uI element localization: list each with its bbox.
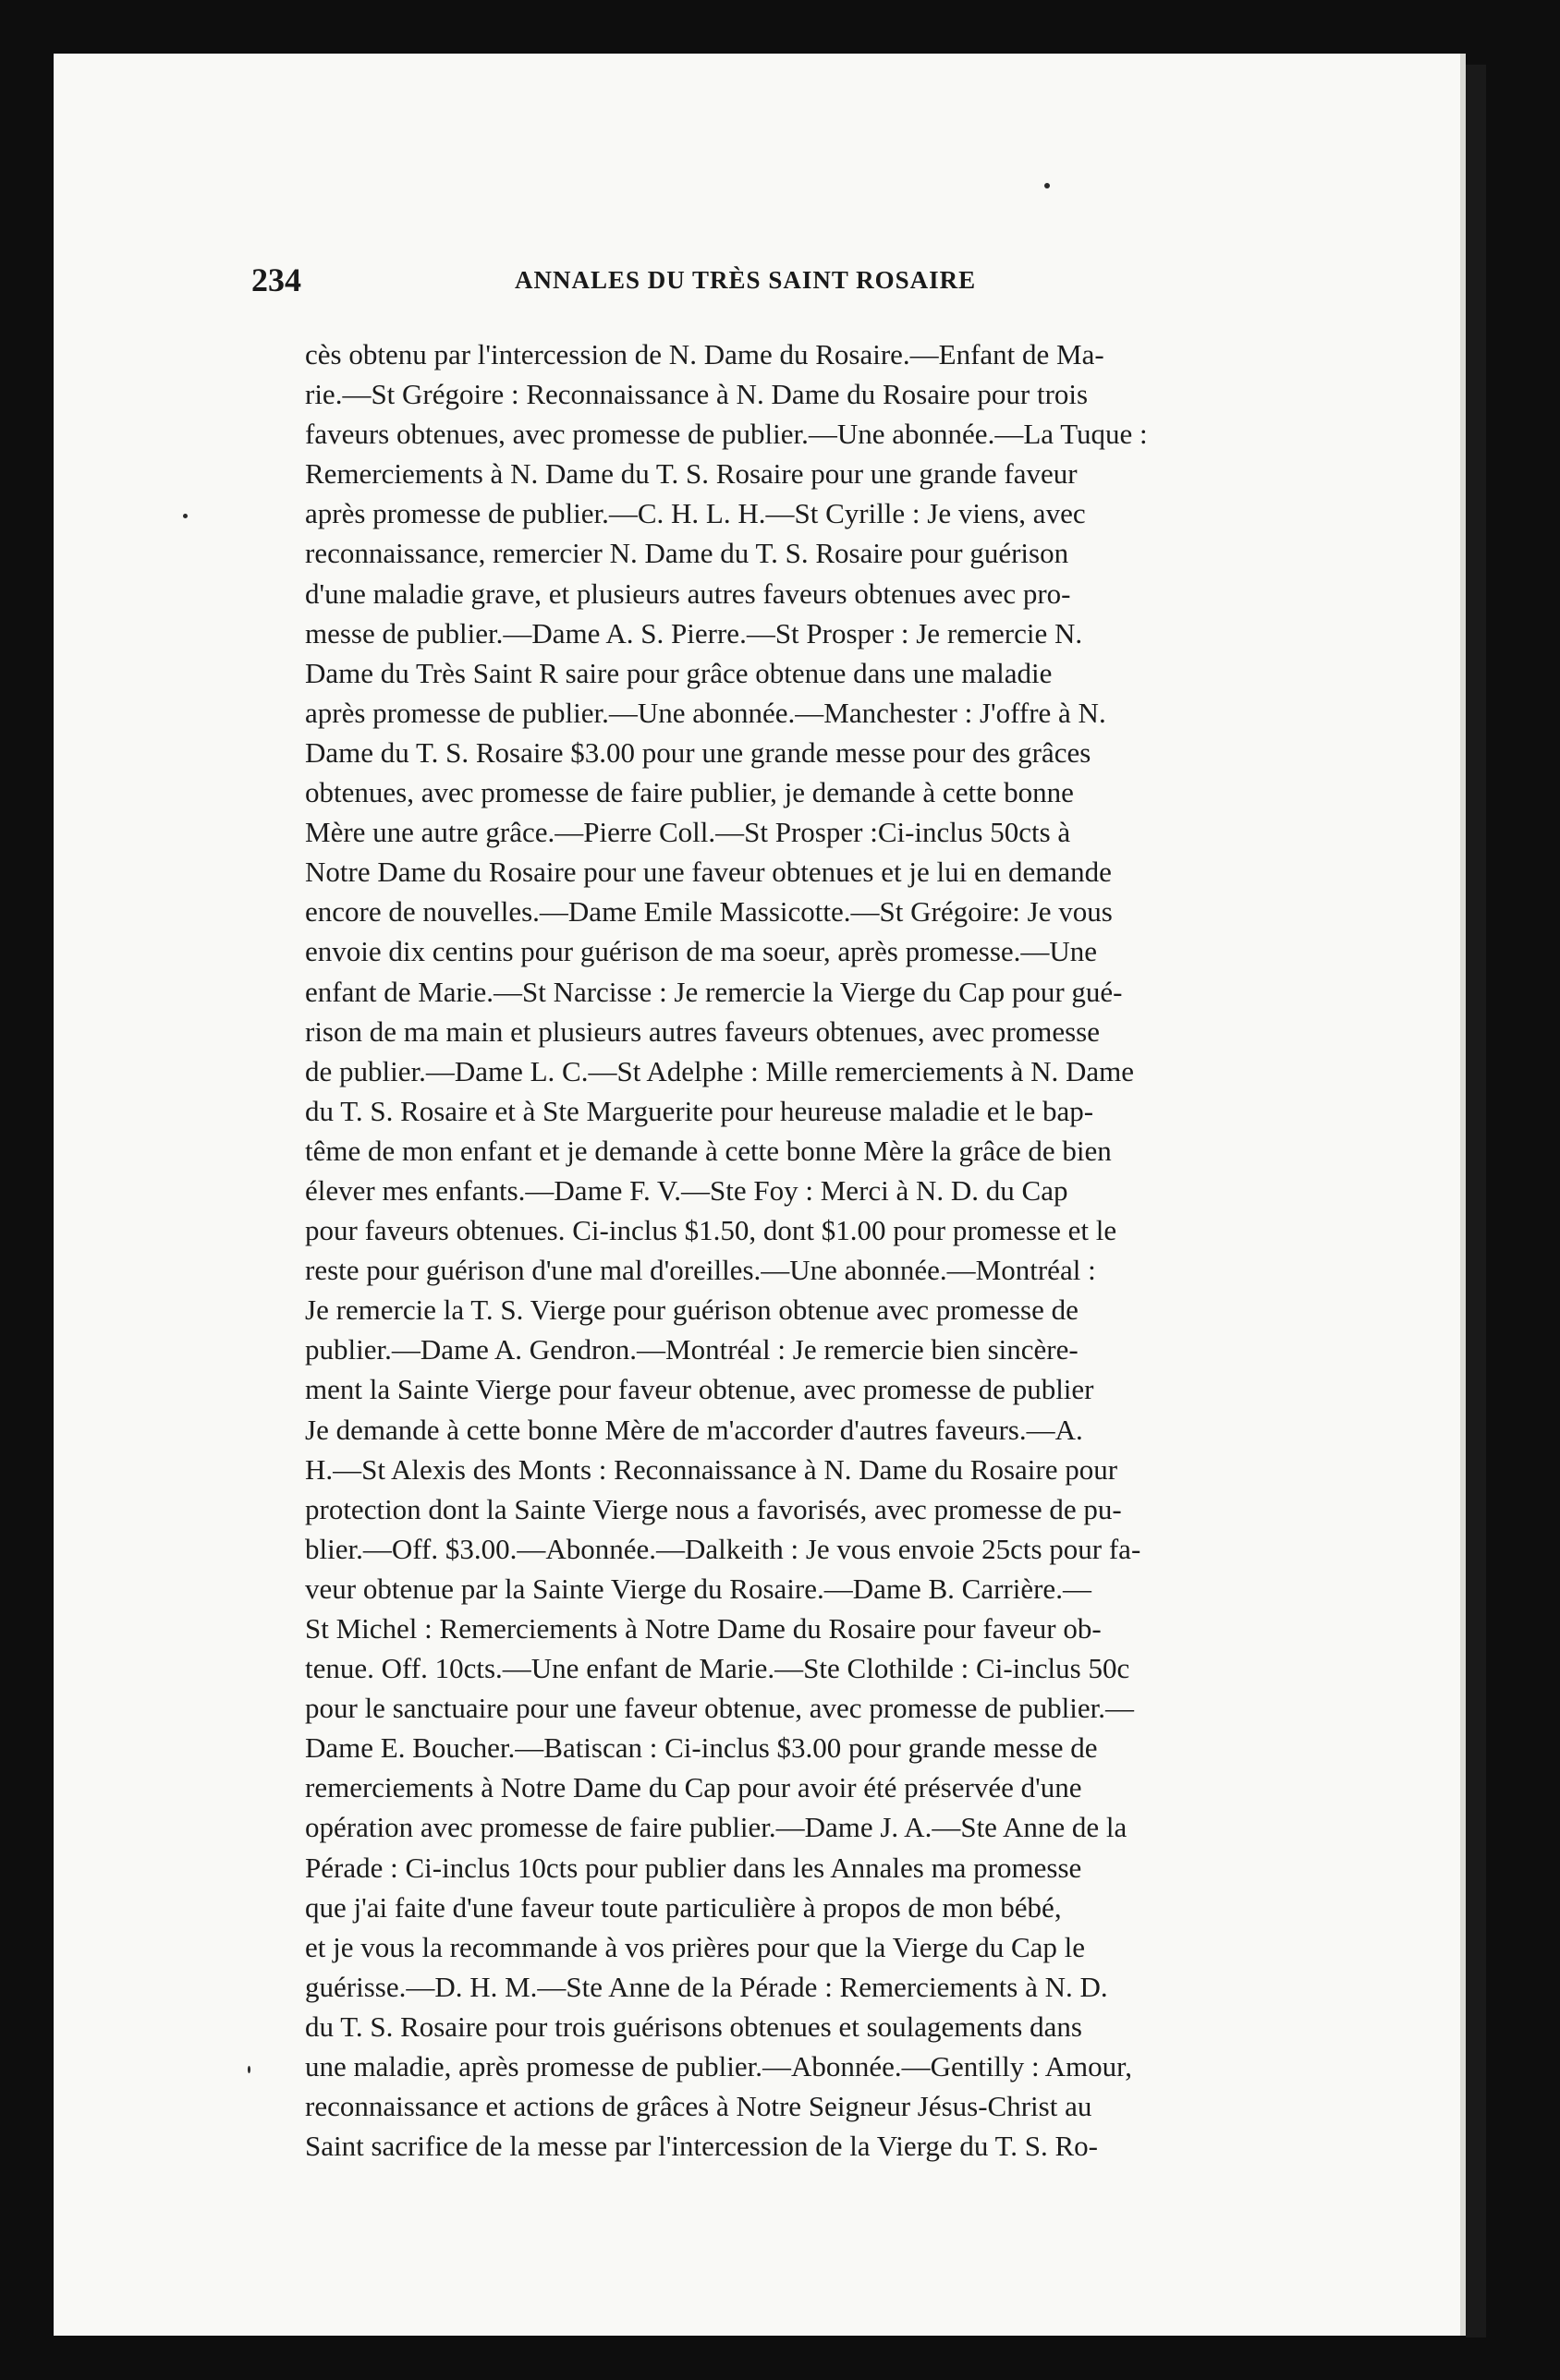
text-line: publier.—Dame A. Gendron.—Montréal : Je remercie bien sincère- [305,1333,1079,1366]
text-line: messe de publier.—Dame A. S. Pierre.—St Prosper : Je remercie N. [305,616,1083,650]
text-line: Dame E. Boucher.—Batiscan : Ci-inclus $3.00 pour grande messe de [305,1731,1098,1765]
text-line: Remerciements à N. Dame du T. S. Rosaire pour une grande faveur [305,457,1078,491]
text-line: encore de nouvelles.—Dame Emile Massicotte.—St Grégoire: Je vous [305,895,1113,929]
text-line: Dame du Très Saint R saire pour grâce obtenue dans une maladie [305,656,1053,689]
text-line: reconnaissance, remercier N. Dame du T. S. Rosaire pour guérison [305,537,1069,570]
text-line: après promesse de publier.—Une abonnée.—Manchester : J'offre à N. [305,696,1106,729]
text-line: guérisse.—D. H. M.—Ste Anne de la Pérade : Remerciements à N. D. [305,1970,1108,2003]
text-line: remerciements à Notre Dame du Cap pour avoir été préservée d'une [305,1771,1082,1804]
text-line: et je vous la recommande à vos prières pour que la Vierge du Cap le [305,1930,1086,1963]
text-line: reconnaissance et actions de grâces à Notre Seigneur Jésus-Christ au [305,2090,1092,2123]
text-line: obtenues, avec promesse de faire publier, je demande à cette bonne [305,776,1074,809]
text-line: Dame du T. S. Rosaire $3.00 pour une grande messe pour des grâces [305,735,1091,769]
text-line: Pérade : Ci-inclus 10cts pour publier dans les Annales ma promesse [305,1851,1082,1884]
text-line: reste pour guérison d'une mal d'oreilles.—Une abonnée.—Montréal : [305,1254,1096,1287]
text-line: Je demande à cette bonne Mère de m'accorder d'autres faveurs.—A. [305,1413,1083,1446]
text-line: après promesse de publier.—C. H. L. H.—St Cyrille : Je viens, avec [305,497,1086,530]
text-line: Notre Dame du Rosaire pour une faveur obtenues et je lui en demande [305,856,1112,889]
text-line: H.—St Alexis des Monts : Reconnaissance à N. Dame du Rosaire pour [305,1452,1118,1486]
text-line: d'une maladie grave, et plusieurs autres faveurs obtenues avec pro- [305,577,1071,610]
page-number: 234 [251,261,301,298]
text-line: rison de ma main et plusieurs autres faveurs obtenues, avec promesse [305,1014,1100,1048]
running-title: ANNALES DU TRÈS SAINT ROSAIRE [515,266,977,294]
next-page-edge [1466,65,1486,2338]
text-line: pour le sanctuaire pour une faveur obtenue, avec promesse de publier.— [305,1692,1134,1725]
text-line: tême de mon enfant et je demande à cette bonne Mère la grâce de bien [305,1134,1112,1167]
text-line: veur obtenue par la Sainte Vierge du Rosaire.—Dame B. Carrière.— [305,1572,1091,1605]
text-line: pour faveurs obtenues. Ci-inclus $1.50, dont $1.00 pour promesse et le [305,1214,1117,1247]
text-line: blier.—Off. $3.00.—Abonnée.—Dalkeith : Je vous envoie 25cts pour fa- [305,1532,1141,1565]
text-line: protection dont la Sainte Vierge nous a favorisés, avec promesse de pu- [305,1492,1122,1525]
body-text [305,334,1331,2166]
text-line: que j'ai faite d'une faveur toute particulière à propos de mon bébé, [305,1890,1062,1924]
print-speck [248,2066,250,2073]
text-line: opération avec promesse de faire publier.—Dame J. A.—Ste Anne de la [305,1811,1127,1844]
text-line: enfant de Marie.—St Narcisse : Je remercie la Vierge du Cap pour gué- [305,975,1123,1008]
text-line: Saint sacrifice de la messe par l'intercession de la Vierge du T. S. Ro- [305,2130,1098,2163]
text-line: cès obtenu par l'intercession de N. Dame du Rosaire.—Enfant de Ma- [305,338,1104,370]
text-line: une maladie, après promesse de publier.—Abonnée.—Gentilly : Amour, [305,2050,1132,2083]
text-line: tenue. Off. 10cts.—Une enfant de Marie.—Ste Clothilde : Ci-inclus 50c [305,1652,1130,1685]
text-line: faveurs obtenues, avec promesse de publier.—Une abonnée.—La Tuque : [305,418,1148,451]
print-speck [183,514,188,518]
page-header [251,261,1333,307]
print-speck [1044,183,1050,188]
text-line: du T. S. Rosaire et à Ste Marguerite pour heureuse maladie et le bap- [305,1094,1094,1127]
text-line: du T. S. Rosaire pour trois guérisons obtenues et soulagements dans [305,2010,1082,2043]
text-line: Je remercie la T. S. Vierge pour guérison obtenue avec promesse de [305,1293,1079,1327]
text-line: élever mes enfants.—Dame F. V.—Ste Foy : Merci à N. D. du Cap [305,1173,1068,1207]
text-line: envoie dix centins pour guérison de ma soeur, après promesse.—Une [305,935,1098,968]
text-line: Mère une autre grâce.—Pierre Coll.—St Prosper :Ci-inclus 50cts à [305,816,1071,849]
text-line: St Michel : Remerciements à Notre Dame du Rosaire pour faveur ob- [305,1612,1102,1645]
text-line: ment la Sainte Vierge pour faveur obtenue, avec promesse de publier [305,1373,1094,1406]
text-line: rie.—St Grégoire : Reconnaissance à N. Dame du Rosaire pour trois [305,378,1089,411]
text-line: de publier.—Dame L. C.—St Adelphe : Mille remerciements à N. Dame [305,1054,1135,1087]
